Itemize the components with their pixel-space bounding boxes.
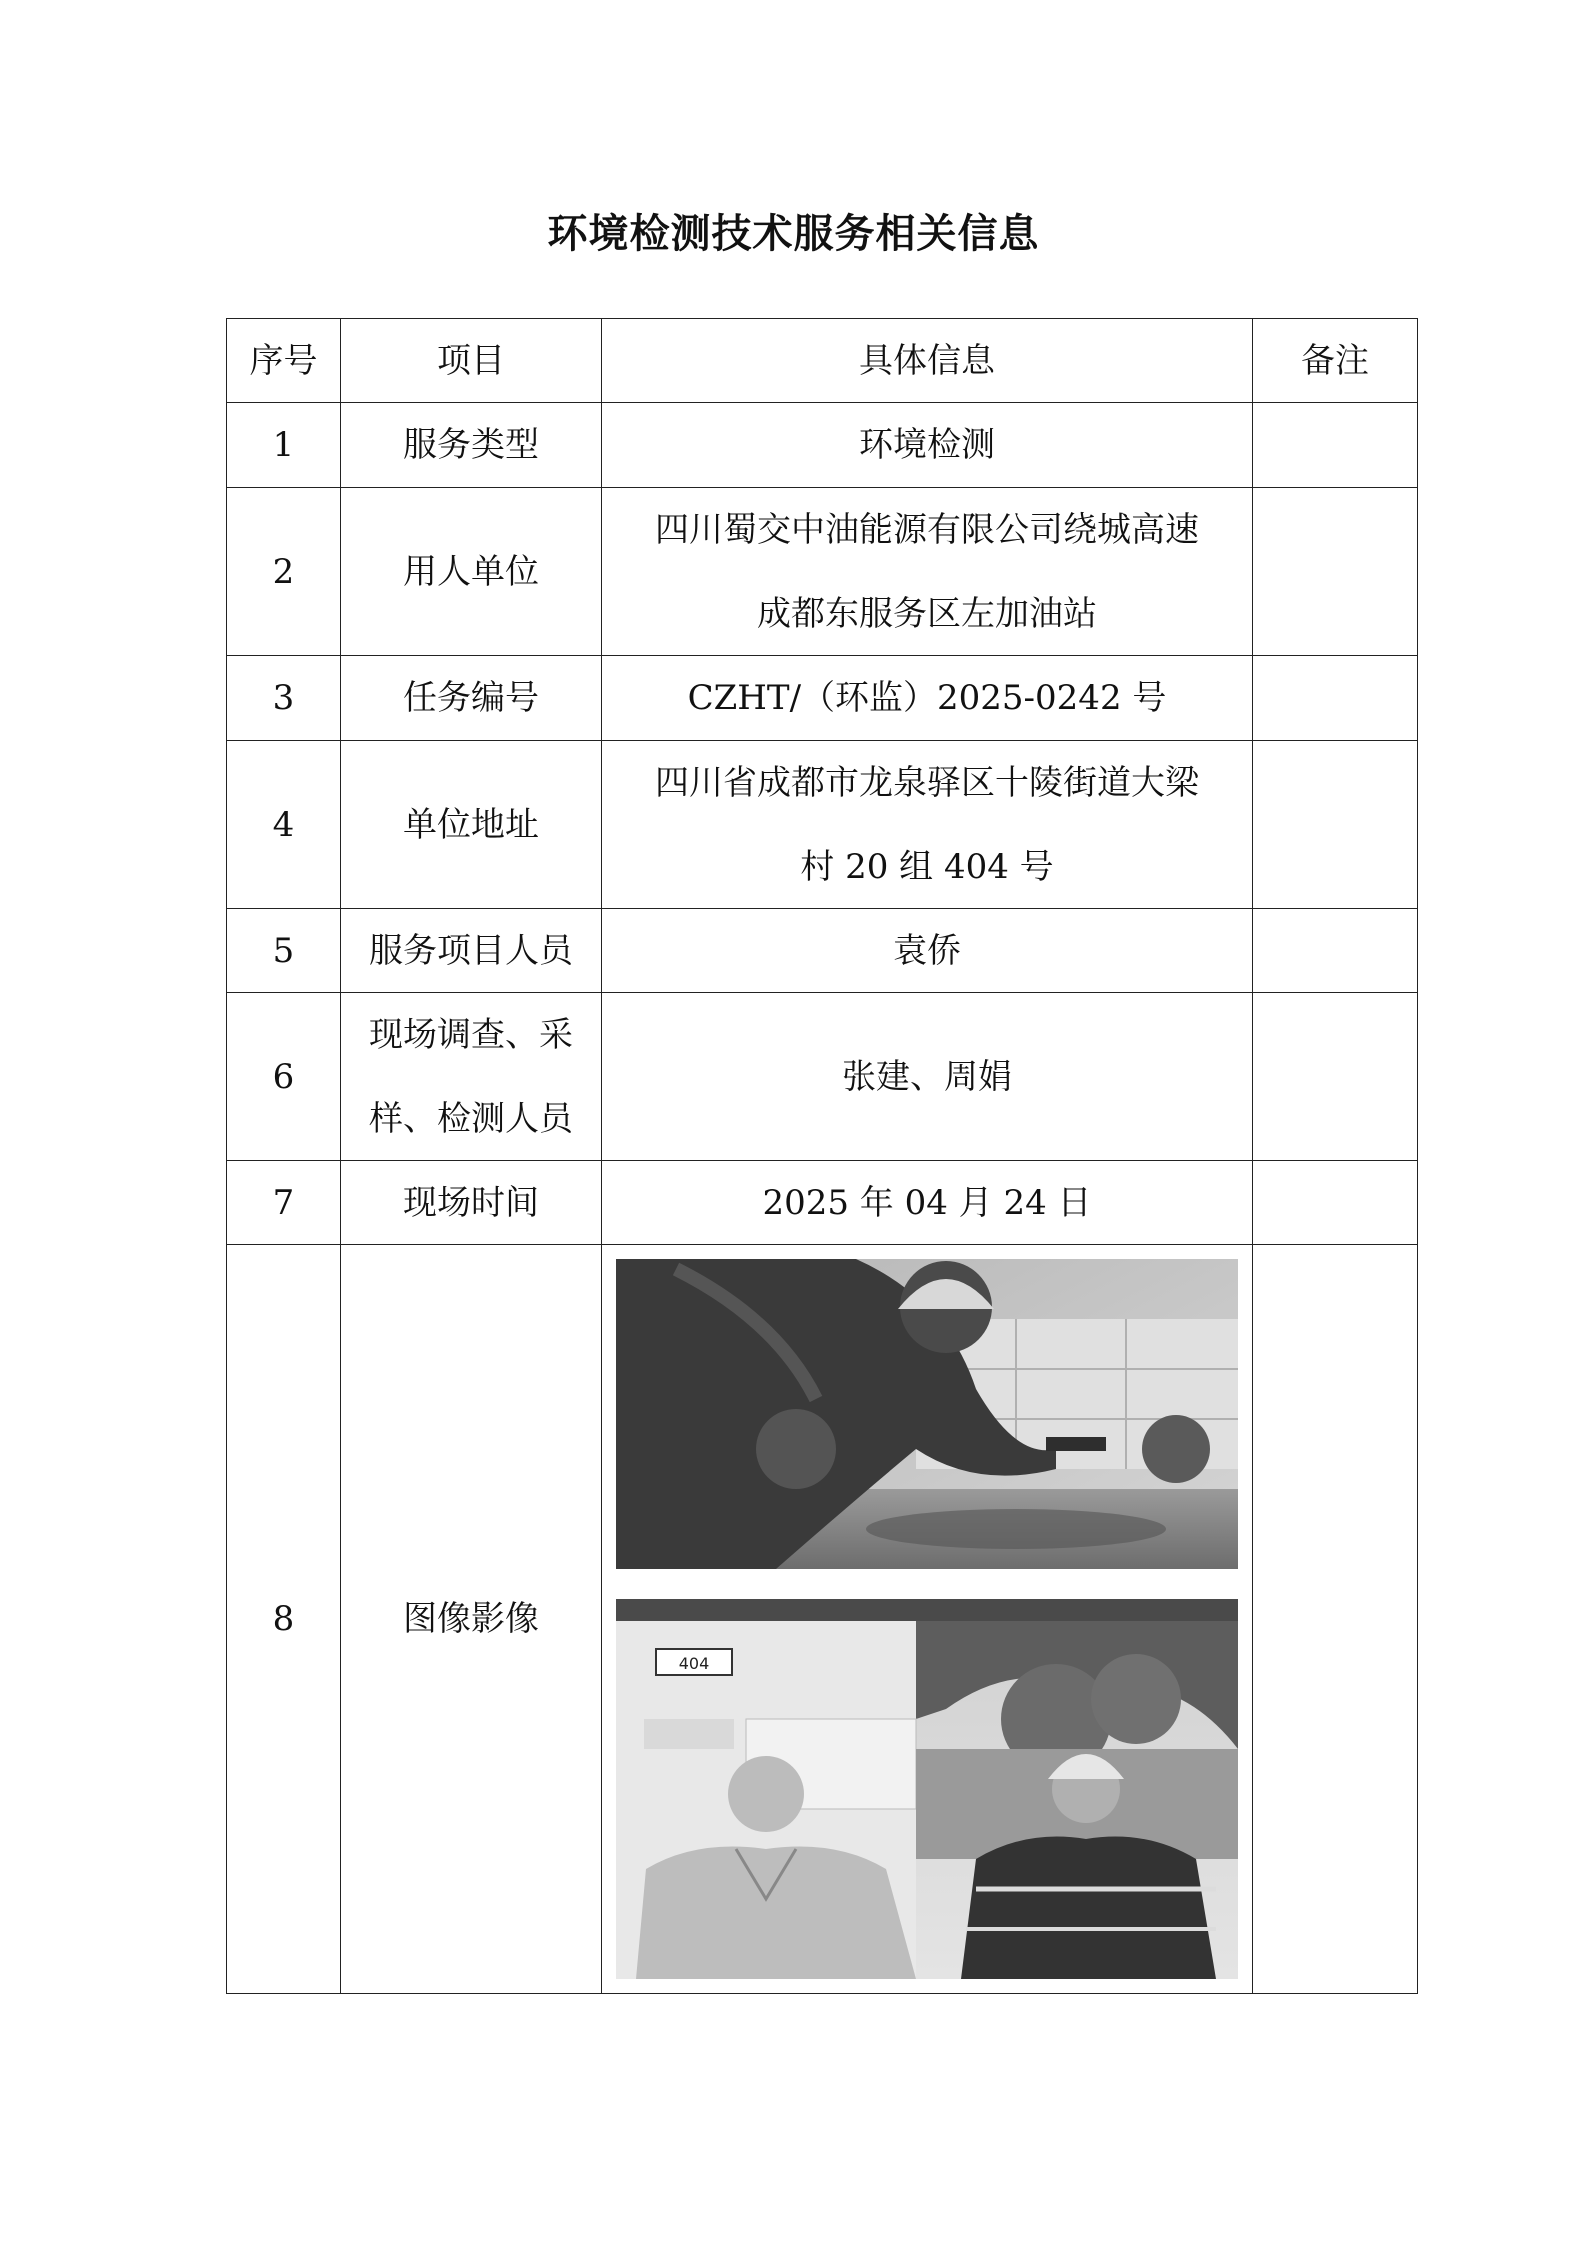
row-remarks bbox=[1253, 1245, 1418, 1994]
row-item bbox=[341, 993, 602, 1161]
row-index: 1 bbox=[227, 403, 341, 488]
page-title: 环境检测技术服务相关信息 bbox=[547, 210, 1040, 257]
row-remarks bbox=[1253, 993, 1418, 1161]
row-details: 2025 年 04 月 24 日 bbox=[602, 1161, 1253, 1245]
row-index: 4 bbox=[227, 741, 341, 909]
row-index: 7 bbox=[227, 1161, 341, 1245]
row-index: 8 bbox=[227, 1245, 341, 1994]
row-details bbox=[602, 488, 1253, 656]
site-photo-sampling bbox=[616, 1259, 1238, 1569]
row-item: 服务类型 bbox=[341, 403, 602, 488]
row-remarks bbox=[1253, 909, 1418, 993]
row-details: 张建、周娟 bbox=[602, 993, 1253, 1161]
table-row bbox=[227, 993, 1418, 1161]
info-table bbox=[226, 318, 1418, 1994]
row-item: 用人单位 bbox=[341, 488, 602, 656]
row-index: 5 bbox=[227, 909, 341, 993]
header-index: 序号 bbox=[227, 319, 341, 403]
row-remarks bbox=[1253, 1161, 1418, 1245]
site-photo-personnel bbox=[616, 1599, 1238, 1979]
item-line: 现场调查、采 bbox=[369, 1014, 573, 1055]
item-line: 样、检测人员 bbox=[369, 1098, 573, 1139]
row-images bbox=[602, 1245, 1253, 1994]
header-details: 具体信息 bbox=[602, 319, 1253, 403]
row-item: 现场时间 bbox=[341, 1161, 602, 1245]
row-remarks bbox=[1253, 656, 1418, 741]
row-details: 袁侨 bbox=[602, 909, 1253, 993]
photo-sampling-graphic bbox=[616, 1259, 1238, 1569]
details-line: 四川省成都市龙泉驿区十陵街道大梁 bbox=[655, 762, 1199, 803]
table-row bbox=[227, 909, 1418, 993]
row-index: 2 bbox=[227, 488, 341, 656]
row-item: 服务项目人员 bbox=[341, 909, 602, 993]
row-remarks bbox=[1253, 403, 1418, 488]
table-row bbox=[227, 1161, 1418, 1245]
row-details bbox=[602, 741, 1253, 909]
row-index: 3 bbox=[227, 656, 341, 741]
details-line: 村 20 组 404 号 bbox=[800, 846, 1054, 887]
row-item: 单位地址 bbox=[341, 741, 602, 909]
table-row bbox=[227, 656, 1418, 741]
table-header-row bbox=[227, 319, 1418, 403]
table-row bbox=[227, 741, 1418, 909]
row-remarks bbox=[1253, 488, 1418, 656]
header-remarks: 备注 bbox=[1253, 319, 1418, 403]
row-index: 6 bbox=[227, 993, 341, 1161]
row-details: 环境检测 bbox=[602, 403, 1253, 488]
details-line: 四川蜀交中油能源有限公司绕城高速 bbox=[655, 509, 1199, 550]
photo-sign-text: 404 bbox=[678, 1654, 710, 1673]
details-line: 成都东服务区左加油站 bbox=[757, 593, 1097, 634]
table-row bbox=[227, 488, 1418, 656]
row-details: CZHT/（环监）2025-0242 号 bbox=[602, 656, 1253, 741]
row-item: 图像影像 bbox=[341, 1245, 602, 1994]
table-row bbox=[227, 1245, 1418, 1994]
row-remarks bbox=[1253, 741, 1418, 909]
photo-personnel-graphic bbox=[616, 1599, 1238, 1979]
row-item: 任务编号 bbox=[341, 656, 602, 741]
table-row bbox=[227, 403, 1418, 488]
header-item: 项目 bbox=[341, 319, 602, 403]
